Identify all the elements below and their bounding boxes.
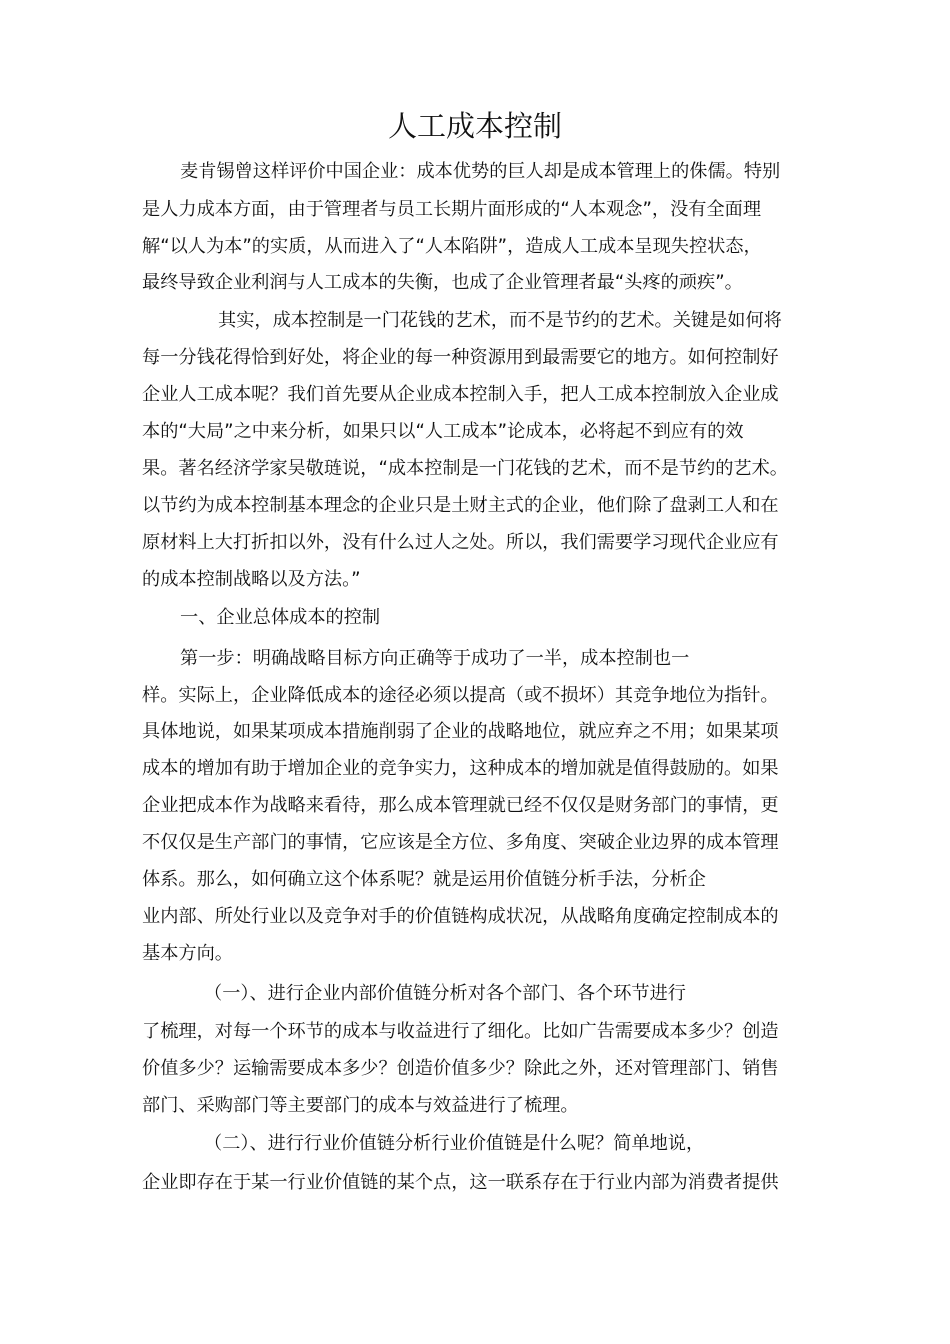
subsection-line: （二）、进行行业价值链分析行业价值链是什么呢？简单地说， — [204, 1133, 705, 1154]
paragraph-line: 企业即存在于某一行业价值链的某个点，这一联系存在于行业内部为消费者提供 — [142, 1172, 779, 1193]
paragraph-line: 基本方向。 — [142, 943, 233, 964]
paragraph-line: 最终导致企业利润与人工成本的失衡，也成了企业管理者最“头疼的顽疾”。 — [142, 272, 743, 293]
paragraph-line: 果。著名经济学家吴敬琏说，“成本控制是一门花钱的艺术，而不是节约的艺术。 — [142, 458, 788, 479]
paragraph-line: 成本的增加有助于增加企业的竞争实力，这种成本的增加就是值得鼓励的。如果 — [142, 758, 779, 779]
paragraph-line: 样。实际上，企业降低成本的途径必须以提高（或不损坏）其竞争地位为指针。 — [142, 685, 779, 706]
paragraph-line: 麦肯锡曾这样评价中国企业：成本优势的巨人却是成本管理上的侏儒。特别 — [180, 161, 781, 182]
paragraph-line: 企业把成本作为战略来看待，那么成本管理就已经不仅仅是财务部门的事情，更 — [142, 795, 779, 816]
paragraph-line: 每一分钱花得恰到好处，将企业的每一种资源用到最需要它的地方。如何控制好 — [142, 347, 779, 368]
paragraph-line: 了梳理，对每一个环节的成本与收益进行了细化。比如广告需要成本多少？创造 — [142, 1021, 779, 1042]
paragraph-line: 其实，成本控制是一门花钱的艺术，而不是节约的艺术。关键是如何将 — [218, 310, 782, 331]
paragraph-line: 以节约为成本控制基本理念的企业只是土财主式的企业，他们除了盘剥工人和在 — [142, 495, 779, 516]
paragraph-line: 原材料上大打折扣以外，没有什么过人之处。所以，我们需要学习现代企业应有 — [142, 532, 779, 553]
subsection-line: （一）、进行企业内部价值链分析对各个部门、各个环节进行 — [204, 983, 686, 1004]
paragraph-line: 业内部、所处行业以及竞争对手的价值链构成状况，从战略角度确定控制成本的 — [142, 906, 779, 927]
paragraph-line: 是人力成本方面，由于管理者与员工长期片面形成的“人本观念”，没有全面理 — [142, 199, 762, 220]
section-heading: 一、企业总体成本的控制 — [180, 607, 381, 628]
paragraph-line: 的成本控制战略以及方法。” — [142, 569, 361, 590]
paragraph-line: 本的“大局”之中来分析，如果只以“人工成本”论成本，必将起不到应有的效 — [142, 421, 744, 442]
document-title: 人工成本控制 — [387, 109, 562, 143]
paragraph-line: 具体地说，如果某项成本措施削弱了企业的战略地位，就应弃之不用；如果某项 — [142, 721, 779, 742]
paragraph-line: 第一步：明确战略目标方向正确等于成功了一半，成本控制也一 — [180, 648, 690, 669]
paragraph-line: 部门、采购部门等主要部门的成本与效益进行了梳理。 — [142, 1095, 579, 1116]
paragraph-line: 解“以人为本”的实质，从而进入了“人本陷阱”，造成人工成本呈现失控状态， — [142, 236, 762, 257]
paragraph-line: 价值多少？运输需要成本多少？创造价值多少？除此之外，还对管理部门、销售 — [142, 1058, 779, 1079]
paragraph-line: 体系。那么，如何确立这个体系呢？就是运用价值链分析手法，分析企 — [142, 869, 706, 890]
paragraph-line: 企业人工成本呢？我们首先要从企业成本控制入手，把人工成本控制放入企业成 — [142, 384, 779, 405]
paragraph-line: 不仅仅是生产部门的事情，它应该是全方位、多角度、突破企业边界的成本管理 — [142, 832, 779, 853]
